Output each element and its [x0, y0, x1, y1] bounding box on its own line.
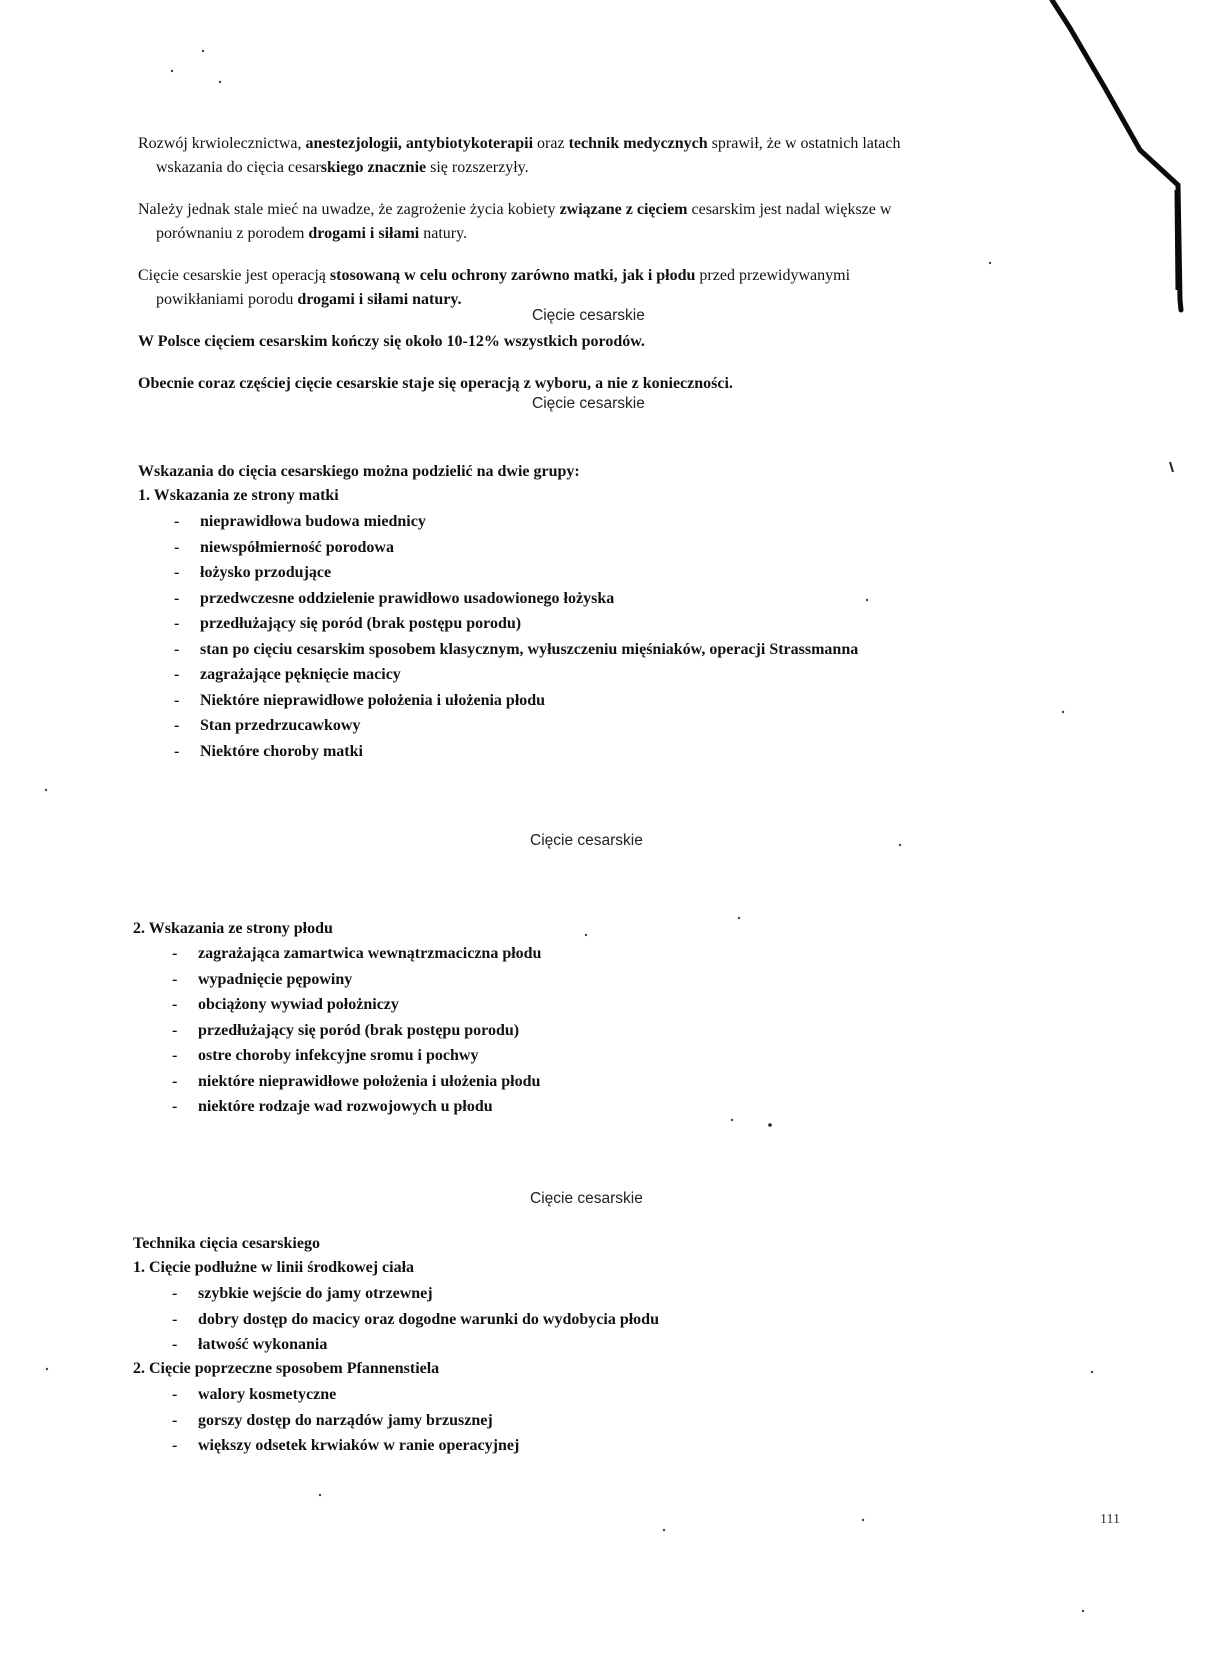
- p1-text-e: sprawił, że w ostatnich latach: [707, 135, 901, 152]
- list-item: - zagrażające pęknięcie macicy: [172, 662, 858, 688]
- p1-text-g: skiego znacznie: [320, 159, 427, 176]
- list-item: - Niektóre choroby matki: [172, 739, 858, 765]
- maternal-indications-heading: 1. Wskazania ze strony matki: [138, 487, 339, 504]
- list-item: - Niektóre nieprawidłowe położenia i ułożenia płodu: [172, 688, 858, 714]
- list-item: - niektóre nieprawidłowe położenia i ułożenia płodu: [170, 1069, 541, 1095]
- longitudinal-incision-heading: 1. Cięcie podłużne w linii środkowej ciała: [133, 1259, 415, 1276]
- list-item: - gorszy dostęp do narządów jamy brzusznej: [170, 1408, 519, 1434]
- p3-text-b: stosowaną w celu ochrony zarówno matki, jak i płodu: [329, 267, 696, 284]
- p3-text-e: drogami i siłami natury.: [297, 291, 462, 308]
- intro-paragraph-3: [138, 264, 850, 312]
- p2-text-b: związane z cięciem: [559, 201, 688, 218]
- list-item: - zagrażająca zamartwica wewnątrzmaciczna płodu: [170, 941, 541, 967]
- p2-text-a: Należy jednak stale mieć na uwadze, że zagrożenie życia kobiety: [138, 201, 560, 218]
- p1-text-h: się rozszerzyły.: [426, 159, 529, 176]
- list-item: - obciążony wywiad położniczy: [170, 992, 541, 1018]
- p1-text-b: anestezjologii, antybiotykoterapii: [305, 135, 534, 152]
- p1-text-f: wskazania do cięcia cesar: [156, 159, 321, 176]
- maternal-indications-list: [172, 509, 858, 764]
- p1-text-a: Rozwój krwiolecznictwa,: [138, 135, 306, 152]
- transverse-incision-heading: 2. Cięcie poprzeczne sposobem Pfannenstiela: [133, 1360, 440, 1377]
- list-item: - stan po cięciu cesarskim sposobem klasycznym, wyłuszczeniu mięśniaków, operacji Strassmanna: [172, 637, 858, 663]
- list-item: - większy odsetek krwiaków w ranie operacyjnej: [170, 1433, 519, 1459]
- list-item: - łatwość wykonania: [170, 1332, 659, 1358]
- p3-text-a: Cięcie cesarskie jest operacją: [138, 267, 330, 284]
- list-item: - nieprawidłowa budowa miednicy: [172, 509, 858, 535]
- list-item: - niewspółmierność porodowa: [172, 535, 858, 561]
- p3-text-d: powikłaniami porodu: [156, 291, 298, 308]
- list-item: - ostre choroby infekcyjne sromu i pochwy: [170, 1043, 541, 1069]
- intro-paragraph-2: [138, 198, 891, 246]
- list-item: - dobry dostęp do macicy oraz dogodne warunki do wydobycia płodu: [170, 1307, 659, 1333]
- elective-sentence: Obecnie coraz częściej cięcie cesarskie staje się operacją z wyboru, a nie z konieczności.: [138, 375, 733, 392]
- page-number: 111: [1100, 1512, 1120, 1527]
- caption-cesarean-3: Cięcie cesarskie: [530, 832, 643, 849]
- list-item: - Stan przedrzucawkowy: [172, 713, 858, 739]
- statistics-sentence: W Polsce cięciem cesarskim kończy się około 10-12% wszystkich porodów.: [138, 333, 645, 350]
- list-item: - przedwczesne oddzielenie prawidłowo usadowionego łożyska: [172, 586, 858, 612]
- list-item: - przedłużający się poród (brak postępu porodu): [170, 1018, 541, 1044]
- caption-cesarean-2: Cięcie cesarskie: [532, 395, 645, 412]
- caption-cesarean-4: Cięcie cesarskie: [530, 1190, 643, 1207]
- intro-paragraph-1: [138, 132, 901, 180]
- list-item: - łożysko przodujące: [172, 560, 858, 586]
- p1-text-d: technik medycznych: [568, 135, 708, 152]
- list-item: - wypadnięcie pępowiny: [170, 967, 541, 993]
- caption-cesarean-1: Cięcie cesarskie: [532, 307, 645, 324]
- technique-heading: Technika cięcia cesarskiego: [133, 1235, 320, 1252]
- p2-text-d: porównaniu z porodem: [156, 225, 309, 242]
- p2-text-c: cesarskim jest nadal większe w: [687, 201, 892, 218]
- fetal-indications-heading: 2. Wskazania ze strony płodu: [133, 920, 333, 937]
- indications-intro: Wskazania do cięcia cesarskiego można podzielić na dwie grupy:: [138, 463, 580, 480]
- p2-text-f: natury.: [419, 225, 468, 242]
- longitudinal-incision-list: [170, 1281, 659, 1358]
- fetal-indications-list: [170, 941, 541, 1120]
- list-item: - niektóre rodzaje wad rozwojowych u płodu: [170, 1094, 541, 1120]
- list-item: - walory kosmetyczne: [170, 1382, 519, 1408]
- list-item: - szybkie wejście do jamy otrzewnej: [170, 1281, 659, 1307]
- p2-text-e: drogami i siłami: [308, 225, 420, 242]
- p3-text-c: przed przewidywanymi: [695, 267, 851, 284]
- transverse-incision-list: [170, 1382, 519, 1459]
- list-item: - przedłużający się poród (brak postępu porodu): [172, 611, 858, 637]
- p1-text-c: oraz: [533, 135, 569, 152]
